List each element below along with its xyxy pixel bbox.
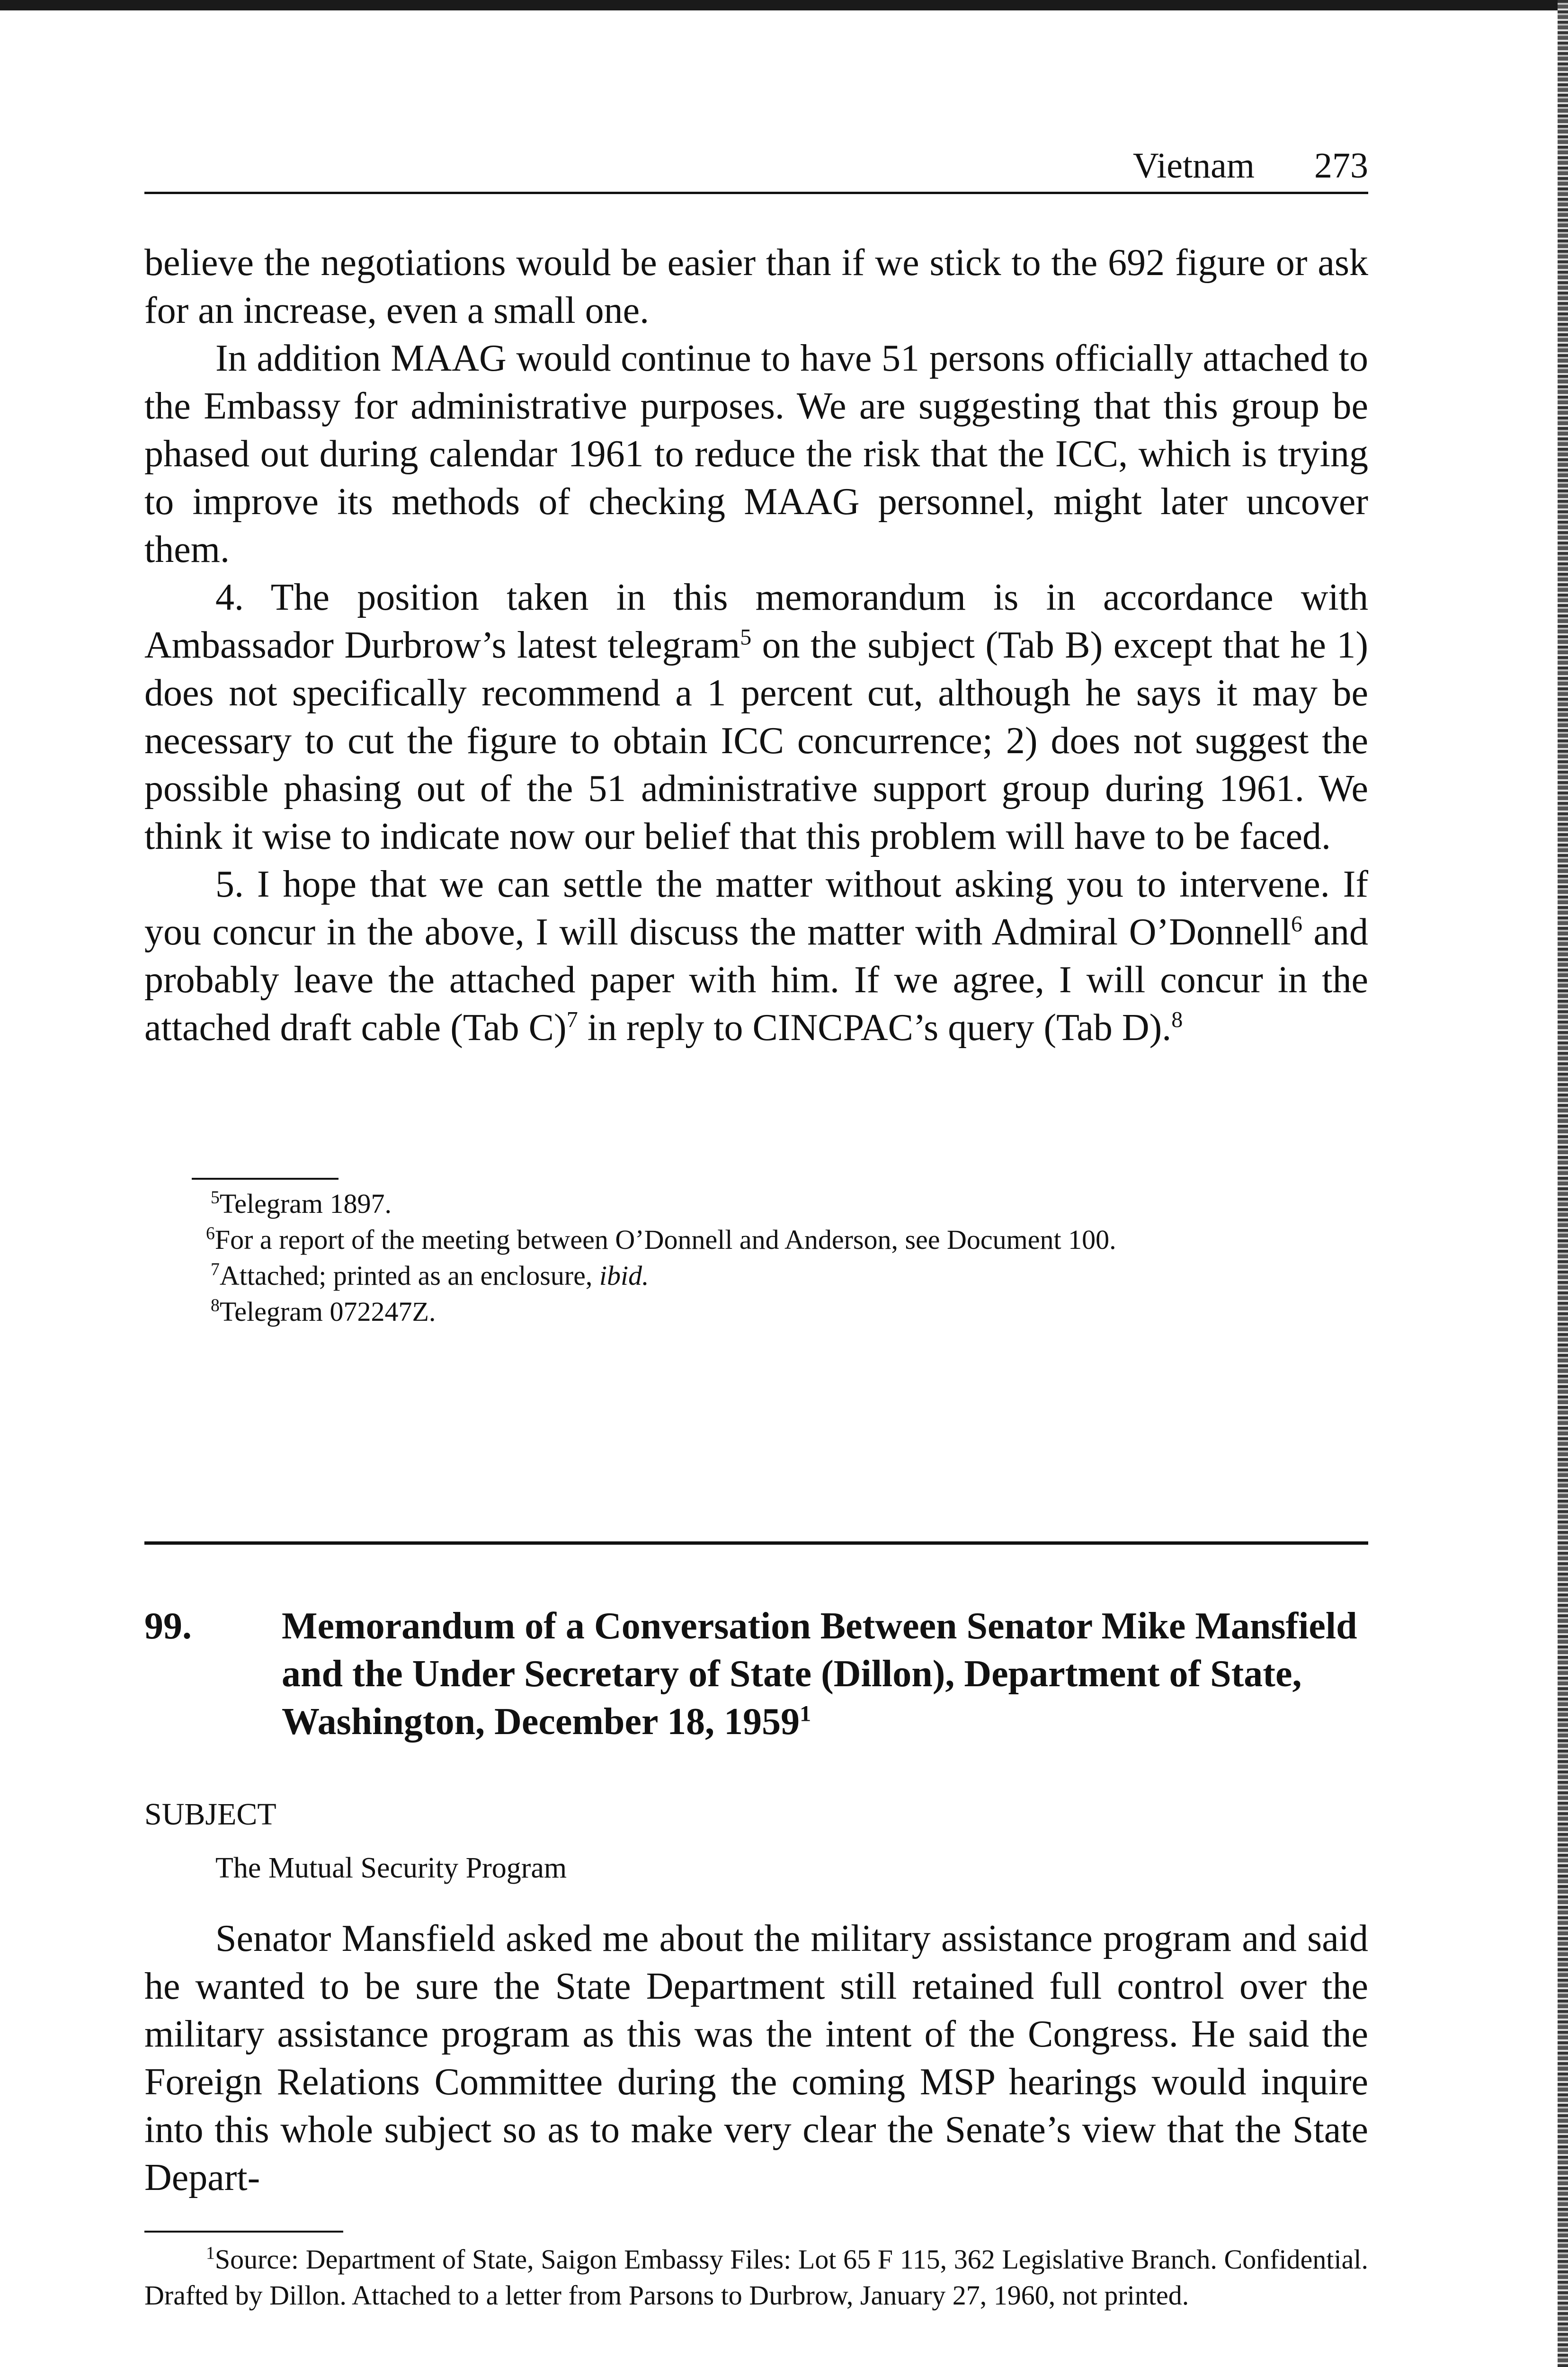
paragraph-2: In addition MAAG would continue to have 51 persons officially attached to the Embassy for administrative purposes. We are suggesting that this group be phased out during calendar 1961 to reduce the risk that the ICC, which is trying to improve its methods of checking MAAG personnel, might later uncover them. [144, 338, 1368, 570]
footnote-ref-1: 1 [800, 1701, 811, 1726]
paragraph-3-text-b: on the subject (Tab B) except that he 1) does not specifically recommend a 1 percent cut, although he says it may be necessary to cut the figure to obtain ICC concurrence; 2) does not suggest the possible phasing out of the 51 administrative support group during 1961. We think it wise to indicate now our belief that this problem will have to be faced. [144, 624, 1369, 857]
header-title: Vietnam [1132, 146, 1255, 186]
footnote-5: $^5$Telegram 1897. [211, 1187, 392, 1219]
footnote-ref-6: 6 [1291, 911, 1302, 937]
footnote-rule-top [192, 1178, 339, 1180]
footnote-1: $^1$Source: Department of State, Saigon Embassy Files: Lot 65 F 115, 362 Legislative Branch. Confidential. Drafted by Dillon. Attached to a letter from Parsons to Durbrow, January 27, 1960, not printed. [144, 2243, 1368, 2311]
section-divider [144, 1541, 1368, 1545]
subject-label: SUBJECT [144, 1797, 276, 1832]
paragraph-4-text-a: 5. I hope that we can settle the matter without asking you to intervene. If you concur in the above, I will discuss the matter with Admiral O’Donnell [144, 863, 1368, 953]
paragraph-3-text-a: 4. The position taken in this memorandum is in accordance with Ambassador Durbrow’s latest telegram [144, 577, 1368, 666]
continuation-text [144, 239, 1368, 1052]
paragraph-4-text-b: and probably leave the attached paper with him. If we agree, I will concur in the attached draft cable (Tab C) [144, 911, 1368, 1049]
running-header [144, 137, 1368, 189]
scan-right-edge [1558, 0, 1568, 2367]
document-number: 99. [144, 1605, 192, 1647]
footnote-ref-5: 5 [740, 624, 752, 650]
paragraph-3 [144, 574, 1368, 861]
scan-top-border [0, 0, 1568, 10]
paragraph-4 [144, 861, 1368, 1052]
footnote-ref-8: 8 [1171, 1007, 1183, 1032]
footnotes-bottom [144, 2242, 1368, 2314]
footnotes-top [144, 1186, 1368, 1330]
footnote-ref-7: 7 [566, 1007, 578, 1032]
document-title-text: Memorandum of a Conversation Between Senator Mike Mansfield and the Under Secretary of State (Dillon), Department of State, Washington, December 18, 1959 [282, 1605, 1357, 1743]
document-title [282, 1602, 1368, 1746]
footnote-rule-bottom [144, 2231, 343, 2233]
memorandum-body [144, 1915, 1368, 2202]
paragraph-4-text-c: in reply to CINCPAC’s query (Tab D). [578, 1007, 1172, 1049]
subject-value: The Mutual Security Program [215, 1852, 567, 1884]
header-rule [144, 192, 1368, 194]
paragraph-1: believe the negotiations would be easier than if we stick to the 692 figure or ask for an increase, even a small one. [144, 242, 1368, 331]
page-number: 273 [1314, 146, 1368, 186]
memorandum-paragraph: Senator Mansfield asked me about the military assistance program and said he wanted to be sure the State Department still retained full control over the military assistance program as this was the intent of the Congress. He said the Foreign Relations Committee during the coming MSP hearings would inquire into this whole subject so as to make very clear the Senate’s view that the State Depart- [144, 1918, 1368, 2198]
footnote-6: $^6$For a report of the meeting between O’Donnell and Anderson, see Document 100. [206, 1223, 1116, 1255]
footnote-8: $^8$Telegram 072247Z. [211, 1295, 436, 1327]
footnote-7: $^7$Attached; printed as an enclosure, ibid. [211, 1259, 649, 1291]
